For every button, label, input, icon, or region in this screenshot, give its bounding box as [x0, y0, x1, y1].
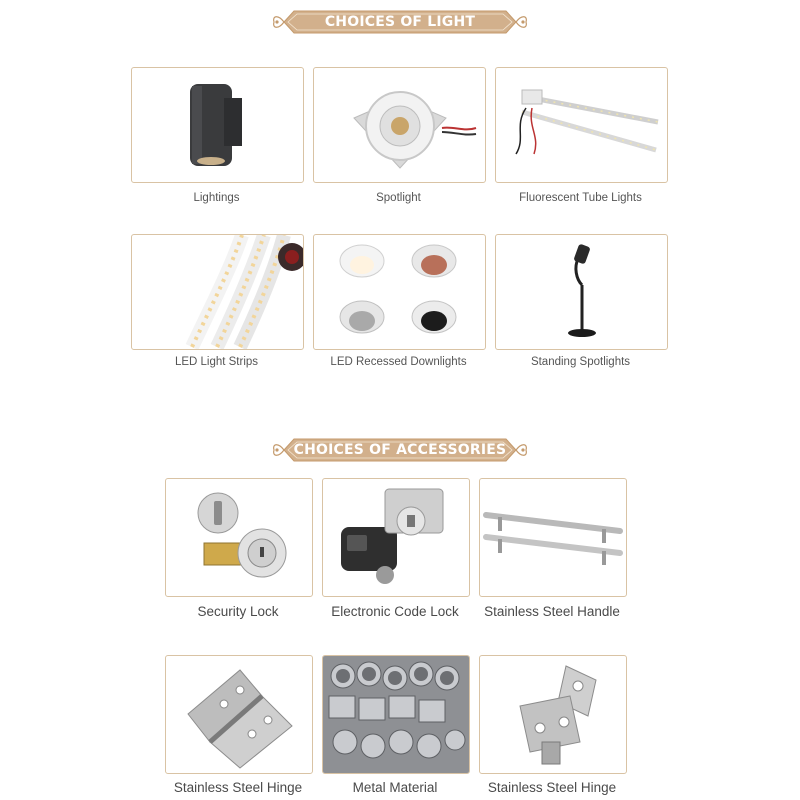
product-card-hinge-1[interactable]	[165, 655, 313, 774]
product-label: Stainless Steel Hinge	[487, 780, 617, 795]
product-card-metal-material[interactable]	[322, 655, 470, 774]
section-title-banner-light	[270, 6, 530, 38]
section-title-banner-accessories	[270, 434, 530, 466]
product-label: Metal Material	[352, 780, 438, 795]
product-card-standing-spot[interactable]	[495, 234, 668, 350]
product-card-lightings[interactable]	[131, 67, 304, 183]
deadbolt-lock-icon	[166, 479, 312, 596]
product-card-fluorescent[interactable]	[495, 67, 668, 183]
product-card-led-strips[interactable]	[131, 234, 304, 350]
wall-light-icon	[132, 68, 303, 182]
product-card-security-lock[interactable]	[165, 478, 313, 597]
product-label: LED Light Strips	[174, 356, 259, 368]
metal-pipes-icon	[323, 656, 469, 773]
product-label: Standing Spotlights	[530, 356, 631, 368]
tube-light-icon	[496, 68, 667, 182]
product-label: Stainless Steel Handle	[484, 604, 620, 619]
product-card-hinge-2[interactable]	[479, 655, 627, 774]
code-lock-icon	[323, 479, 469, 596]
bar-handle-icon	[480, 479, 626, 596]
product-card-downlights[interactable]	[313, 234, 486, 350]
product-label: Electronic Code Lock	[331, 604, 459, 619]
section-title-light: CHOICES OF LIGHT	[324, 14, 476, 30]
spotlight-icon	[314, 68, 485, 182]
product-label: Security Lock	[197, 604, 279, 619]
cabinet-hinge-icon	[480, 656, 626, 773]
product-label: Stainless Steel Hinge	[173, 780, 303, 795]
product-label: Lightings	[193, 192, 240, 204]
led-strip-icon	[132, 235, 303, 349]
product-label: Spotlight	[376, 192, 421, 204]
product-label: LED Recessed Downlights	[330, 356, 467, 368]
product-card-spotlight[interactable]	[313, 67, 486, 183]
standing-spotlight-icon	[496, 235, 667, 349]
butt-hinge-icon	[166, 656, 312, 773]
downlight-icon	[314, 235, 485, 349]
section-title-accessories: CHOICES OF ACCESSORIES	[293, 442, 507, 458]
product-card-electronic-lock[interactable]	[322, 478, 470, 597]
product-label: Fluorescent Tube Lights	[519, 192, 642, 204]
product-card-steel-handle[interactable]	[479, 478, 627, 597]
